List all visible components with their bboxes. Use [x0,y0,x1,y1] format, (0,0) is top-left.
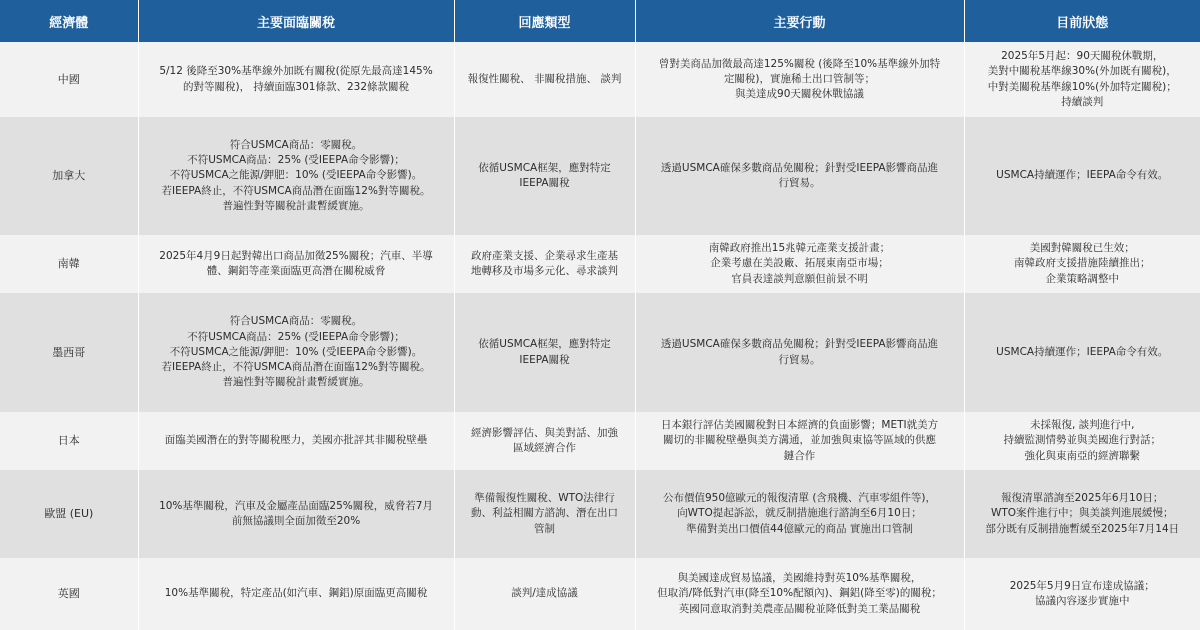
tariff-cell: 2025年4月9日起對韓出口商品加徵25%關稅；汽車、半導 體、鋼鋁等產業面臨更高潛在關稅威脅 [138,235,454,293]
status-cell: 美國對韓關稅已生效； 南韓政府支援措施陸續推出； 企業策略調整中 [964,235,1200,293]
economy-cell: 日本 [0,412,138,470]
response-cell: 談判/達成協議 [454,558,635,630]
table-row-mexico [0,293,1200,412]
header-status: 目前狀態 [964,0,1200,42]
tariff-cell: 10%基準關稅，特定產品(如汽車、鋼鋁)原面臨更高關稅 [138,558,454,630]
economy-cell: 歐盟 (EU) [0,470,138,558]
header-economy: 經濟體 [0,0,138,42]
action-cell: 南韓政府推出15兆韓元產業支援計畫； 企業考慮在美設廠、拓展東南亞市場； 官員表達談判意願但前景不明 [635,235,964,293]
table-row-uk [0,558,1200,630]
tariff-cell: 符合USMCA商品：零關稅。 不符USMCA商品：25% (受IEEPA命令影響)； 不符USMCA之能源/鉀肥：10% (受IEEPA命令影響)。 若IEEPA終止，不符USMCA商品潛在面臨12%對等關稅。 普遍性對等關稅計畫暫緩實施。 [138,117,454,235]
response-cell: 政府產業支援、企業尋求生產基 地轉移及市場多元化、尋求談判 [454,235,635,293]
action-cell: 與美國達成貿易協議，美國維持對英10%基準關稅， 但取消/降低對汽車(降至10%配額內)、鋼鋁(降至零)的關稅； 英國同意取消對美農產品關稅並降低對美工業品關稅 [635,558,964,630]
status-cell: 報復清單諮詢至2025年6月10日； WTO案件進行中；與美談判進展緩慢； 部分既有反制措施暫緩至2025年7月14日 [964,470,1200,558]
action-cell: 透過USMCA確保多數商品免關稅；針對受IEEPA影響商品進 行貿易。 [635,117,964,235]
response-cell: 經濟影響評估、與美對話、加強 區域經濟合作 [454,412,635,470]
table-header [0,0,1200,42]
tariff-cell: 面臨美國潛在的對等關稅壓力，美國亦批評其非關稅壁壘 [138,412,454,470]
header-response: 回應類型 [454,0,635,42]
table-row-south-korea [0,235,1200,293]
economy-cell: 英國 [0,558,138,630]
header-action: 主要行動 [635,0,964,42]
action-cell: 曾對美商品加徵最高達125%關稅 (後降至10%基準線外加特 定關稅)，實施稀土出口管制等； 與美達成90天關稅休戰協議 [635,42,964,117]
tariff-cell: 10%基準關稅，汽車及金屬產品面臨25%關稅，威脅若7月 前無協議則全面加徵至20% [138,470,454,558]
action-cell: 透過USMCA確保多數商品免關稅；針對受IEEPA影響商品進 行貿易。 [635,293,964,412]
status-cell: 2025年5月9日宣布達成協議； 協議內容逐步實施中 [964,558,1200,630]
table-row-japan [0,412,1200,470]
table-row-eu [0,470,1200,558]
table-row-canada [0,117,1200,235]
economy-cell: 中國 [0,42,138,117]
table-body [0,42,1200,630]
response-cell: 依循USMCA框架，應對特定 IEEPA關稅 [454,117,635,235]
status-cell: USMCA持續運作；IEEPA命令有效。 [964,117,1200,235]
header-row [0,0,1200,42]
action-cell: 日本銀行評估美國關稅對日本經濟的負面影響；METI就美方 關切的非關稅壁壘與美方溝通，並加強與東協等區域的供應 鏈合作 [635,412,964,470]
action-cell: 公布價值950億歐元的報復清單 (含飛機、汽車零組件等)， 向WTO提起訴訟，就反制措施進行諮詢至6月10日； 準備對美出口價值44億歐元的商品 實施出口管制 [635,470,964,558]
response-cell: 準備報復性關稅、WTO法律行 動、利益相關方諮詢、潛在出口 管制 [454,470,635,558]
status-cell: 2025年5月起：90天關稅休戰期， 美對中關稅基準線30%(外加既有關稅)， 中對美關稅基準線10%(外加特定關稅)； 持續談判 [964,42,1200,117]
economy-cell: 南韓 [0,235,138,293]
status-cell: USMCA持續運作；IEEPA命令有效。 [964,293,1200,412]
header-tariff: 主要面臨關稅 [138,0,454,42]
response-cell: 依循USMCA框架，應對特定 IEEPA關稅 [454,293,635,412]
economy-cell: 墨西哥 [0,293,138,412]
response-cell: 報復性關稅、 非關稅措施、 談判 [454,42,635,117]
status-cell: 未採報復, 談判進行中, 持續監測情勢並與美國進行對話； 強化與東南亞的經濟聯繫 [964,412,1200,470]
tariff-cell: 符合USMCA商品：零關稅。 不符USMCA商品：25% (受IEEPA命令影響)； 不符USMCA之能源/鉀肥：10% (受IEEPA命令影響)。 若IEEPA終止，不符USMCA商品潛在面臨12%對等關稅。 普遍性對等關稅計畫暫緩實施。 [138,293,454,412]
economy-cell: 加拿大 [0,117,138,235]
table-row-china [0,42,1200,117]
tariff-cell: 5/12 後降至30%基準線外加既有關稅(從原先最高達145% 的對等關稅)， 持續面臨301條款、232條款關稅 [138,42,454,117]
